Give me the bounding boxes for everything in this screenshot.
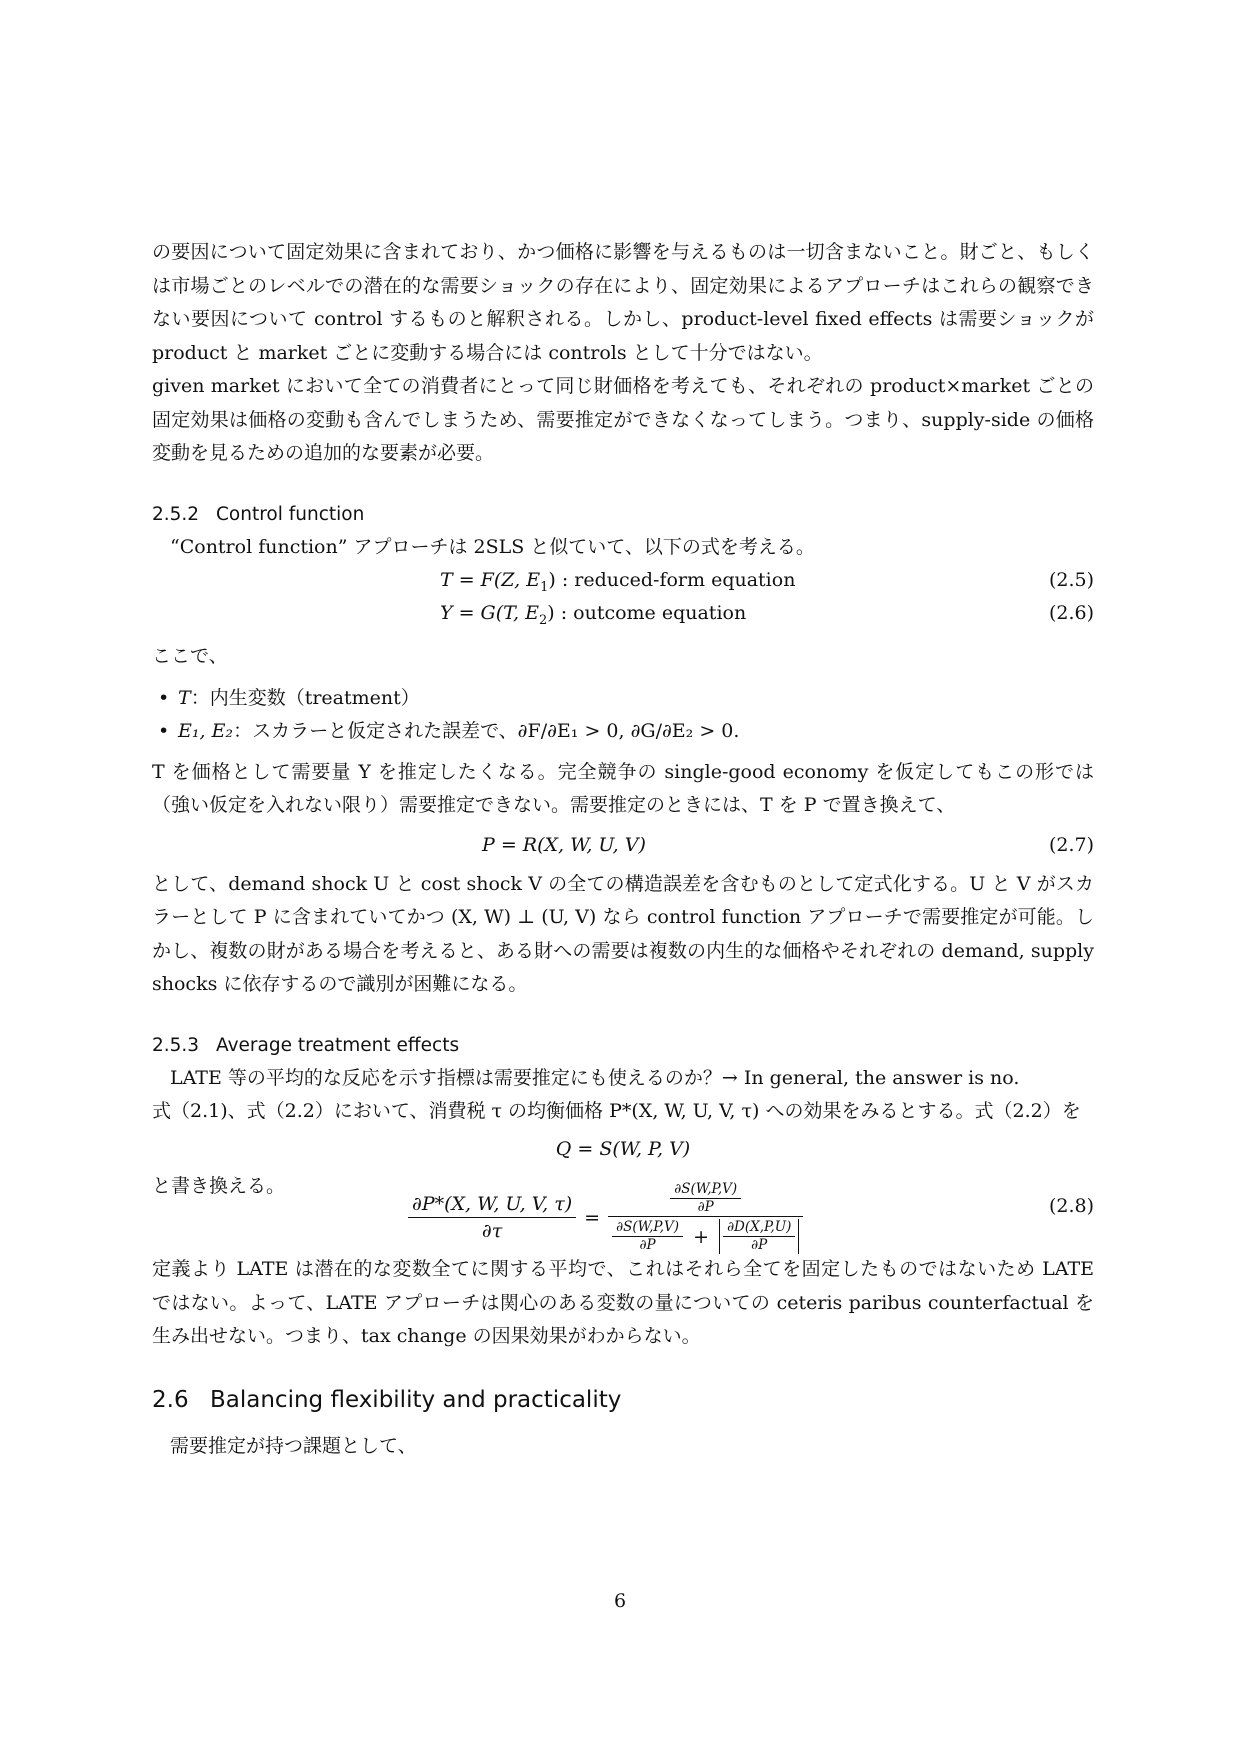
equation-q: Q = S(W, P, V) (555, 1137, 691, 1160)
section-number: 2.6 (152, 1386, 189, 1413)
paragraph: 式（2.1)、式（2.2）において、消費税 τ の均衡価格 P*(X, W, U, V, τ) への効果をみるとする。式（2.2）を (152, 1100, 1081, 1122)
section-title: Average treatment effects (216, 1034, 460, 1056)
section-number: 2.5.3 (152, 1034, 200, 1056)
equation-number: (2.6) (1048, 602, 1094, 624)
equation-2-7: P = R(X, W, U, V) (2.7) (152, 829, 1094, 862)
paragraph: given market において全ての消費者にとって同じ財価格を考えても、それぞれの product×market ごとの固定効果は価格の変動も含んでしまうため、需要推定ができなくなってしまう。つまり、supply-side の価格変動を見るための追加的な要素が必要。 (152, 375, 1094, 464)
list-item: • E₁, E₂：スカラーと仮定された誤差で、∂F/∂E₁ > 0, ∂G/∂E₂ > 0. (152, 715, 1094, 748)
equation-number: (2.5) (1048, 569, 1094, 591)
bullet-list (152, 682, 1094, 748)
section-heading-2-5-3 (152, 1032, 1094, 1060)
bullet-icon: • (158, 719, 170, 742)
equation-2-6: Y = G(T, $E_2$) : outcome equation (2.6) (152, 597, 1094, 630)
section-heading-2-6 (152, 1384, 1094, 1416)
paragraph: “Control function” アプローチは 2SLS と似ていて、以下の式を考える。 (170, 535, 815, 558)
paragraph: の要因について固定効果に含まれており、かつ価格に影響を与えるものは一切含まないこと。財ごと、もしくは市場ごとのレベルでの潜在的な需要ショックの存在により、固定効果によるアプローチはこれらの観察できない要因について control するものと解釈される。しかし、product-level fixed effects は需要ショックが product と market ごとに変動する場合には controls として十分ではない。 (152, 241, 1094, 364)
page-number: 6 (613, 1590, 627, 1612)
section-title: Balancing flexibility and practicality (210, 1386, 622, 1413)
section-heading-2-5-2 (152, 501, 1094, 529)
list-item: • T：内生変数（treatment） (152, 682, 1094, 715)
paragraph: 需要推定が持つ課題として、 (170, 1434, 417, 1457)
bullet-icon: • (158, 686, 170, 709)
paragraph: T を価格として需要量 Y を推定したくなる。完全競争の single-good economy を仮定してもこの形では（強い仮定を入れない限り）需要推定できない。需要推定のときには、T を P で置き換えて、 (152, 760, 1094, 816)
paragraph: と書き換える。 (152, 1174, 286, 1197)
section-number: 2.5.2 (152, 503, 200, 525)
equation-number: (2.8) (1048, 1195, 1094, 1217)
paragraph: LATE 等の平均的な反応を示す指標は需要推定にも使えるのか？→ In general, the answer is no. (170, 1066, 1020, 1089)
equation-2-5: T = F(Z, $E_1$) : reduced-form equation (2.5) (152, 564, 1094, 597)
paragraph: として、demand shock U と cost shock V の全ての構造誤差を含むものとして定式化する。U と V がスカラーとして P に含まれていてかつ (X, W) ⊥ (U, V) なら control function アプローチで需要推定が可能。しかし、複数の財がある場合を考えると、ある財への需要は複数の内生的な価格やそれぞれの demand, supply shocks に依存するので識別が困難になる。 (152, 872, 1094, 995)
page-body (152, 236, 1094, 1463)
paragraph: 定義より LATE は潜在的な変数全てに関する平均で、これはそれら全てを固定したものではないため LATE ではない。よって、LATE アプローチは関心のある変数の量についての ceteris paribus counterfactual を生み出せない。つまり、tax change の因果効果がわからない。 (152, 1258, 1094, 1347)
equation-2-8: $\frac{\partial P*(X, W, U, V, \tau)}{\partial\tau}$ = $\frac{\partial S(W,P,V)}{\partial P}$ $\frac{\partial S(W,P,V)}{\partial P}$ + $\frac{\partial D(X,P,U)}{\partial P}$ (2.8) (152, 1177, 1094, 1243)
section-title: Control function (216, 503, 365, 525)
paragraph: ここで、 (152, 645, 228, 667)
equation-number: (2.7) (1048, 833, 1094, 856)
